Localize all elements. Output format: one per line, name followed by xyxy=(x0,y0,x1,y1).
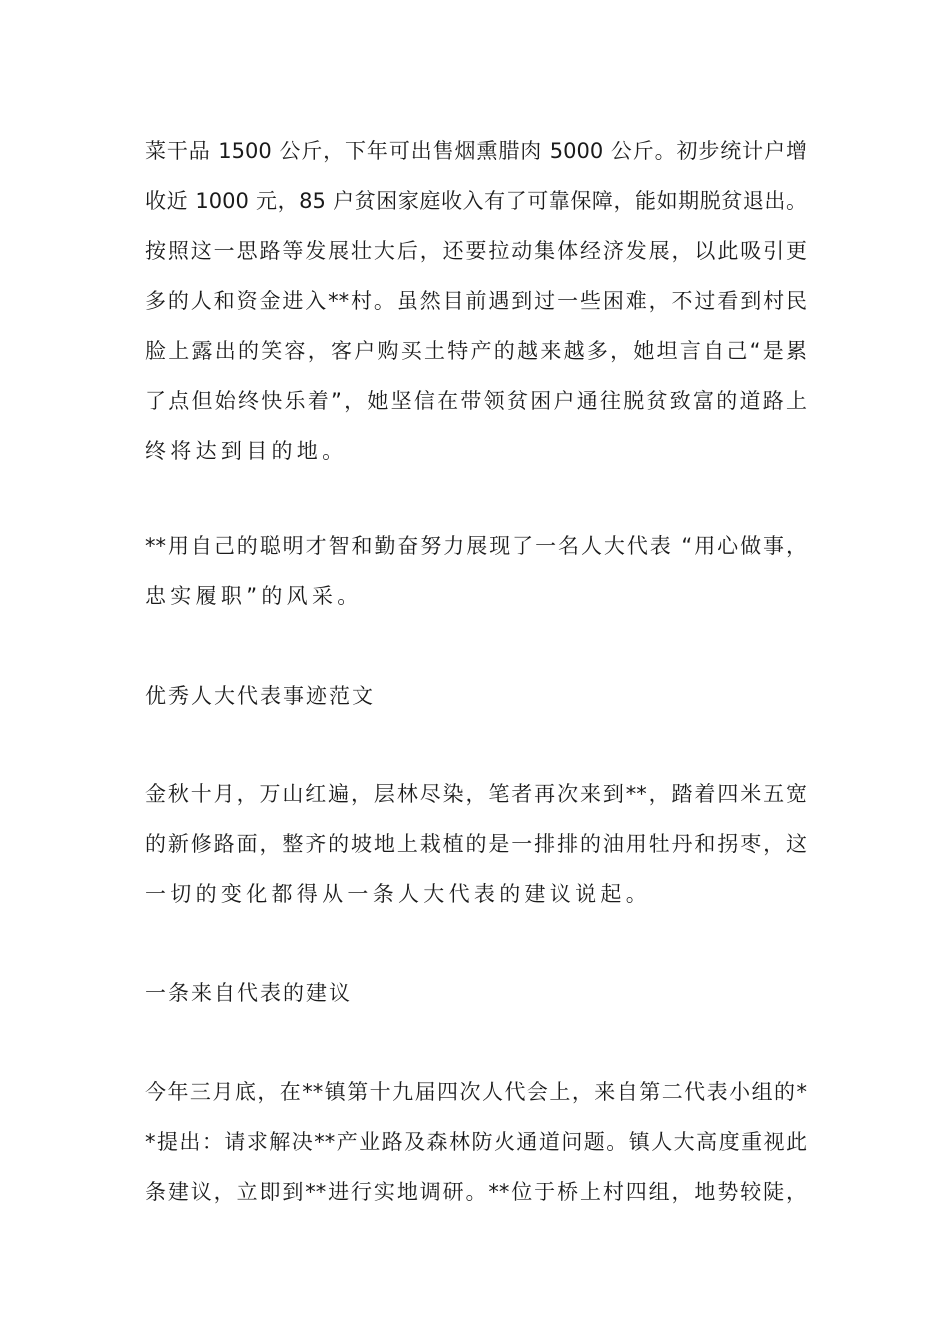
paragraph-4-line-2: *提出：请求解决**产业路及森林防火通道问题。镇人大高度重视此 xyxy=(145,1130,807,1154)
paragraph-1-line-2: 收近 1000 元，85 户贫困家庭收入有了可靠保障，能如期脱贫退出。 xyxy=(145,189,807,213)
paragraph-2-line-2: 忠实履职”的风采。 xyxy=(145,584,363,608)
paragraph-4-line-3: 条建议，立即到**进行实地调研。**位于桥上村四组，地势较陡， xyxy=(145,1180,807,1204)
paragraph-1-line-4: 多的人和资金进入**村。虽然目前遇到过一些困难，不过看到村民 xyxy=(145,289,807,313)
section-heading-2: 一条来自代表的建议 xyxy=(145,981,352,1005)
paragraph-2-line-1: **用自己的聪明才智和勤奋努力展现了一名人大代表 “用心做事， xyxy=(145,534,807,558)
paragraph-1-line-6: 了点但始终快乐着”，她坚信在带领贫困户通往脱贫致富的道路上 xyxy=(145,389,807,413)
paragraph-1-line-3: 按照这一思路等发展壮大后，还要拉动集体经济发展，以此吸引更 xyxy=(145,239,807,263)
paragraph-1-line-5: 脸上露出的笑容，客户购买土特产的越来越多，她坦言自己“是累 xyxy=(145,339,807,363)
paragraph-4-line-1: 今年三月底，在**镇第十九届四次人代会上，来自第二代表小组的* xyxy=(145,1080,807,1104)
paragraph-3-line-3: 一切的变化都得从一条人大代表的建议说起。 xyxy=(145,882,651,906)
paragraph-1-line-7: 终将达到目的地。 xyxy=(145,439,348,463)
paragraph-3-line-1: 金秋十月，万山红遍，层林尽染，笔者再次来到**，踏着四米五宽 xyxy=(145,782,807,806)
section-heading-1: 优秀人大代表事迹范文 xyxy=(145,684,375,708)
paragraph-1-line-1: 菜干品 1500 公斤，下年可出售烟熏腊肉 5000 公斤。初步统计户增 xyxy=(145,139,807,163)
paragraph-3-line-2: 的新修路面，整齐的坡地上栽植的是一排排的油用牡丹和拐枣，这 xyxy=(145,832,807,856)
